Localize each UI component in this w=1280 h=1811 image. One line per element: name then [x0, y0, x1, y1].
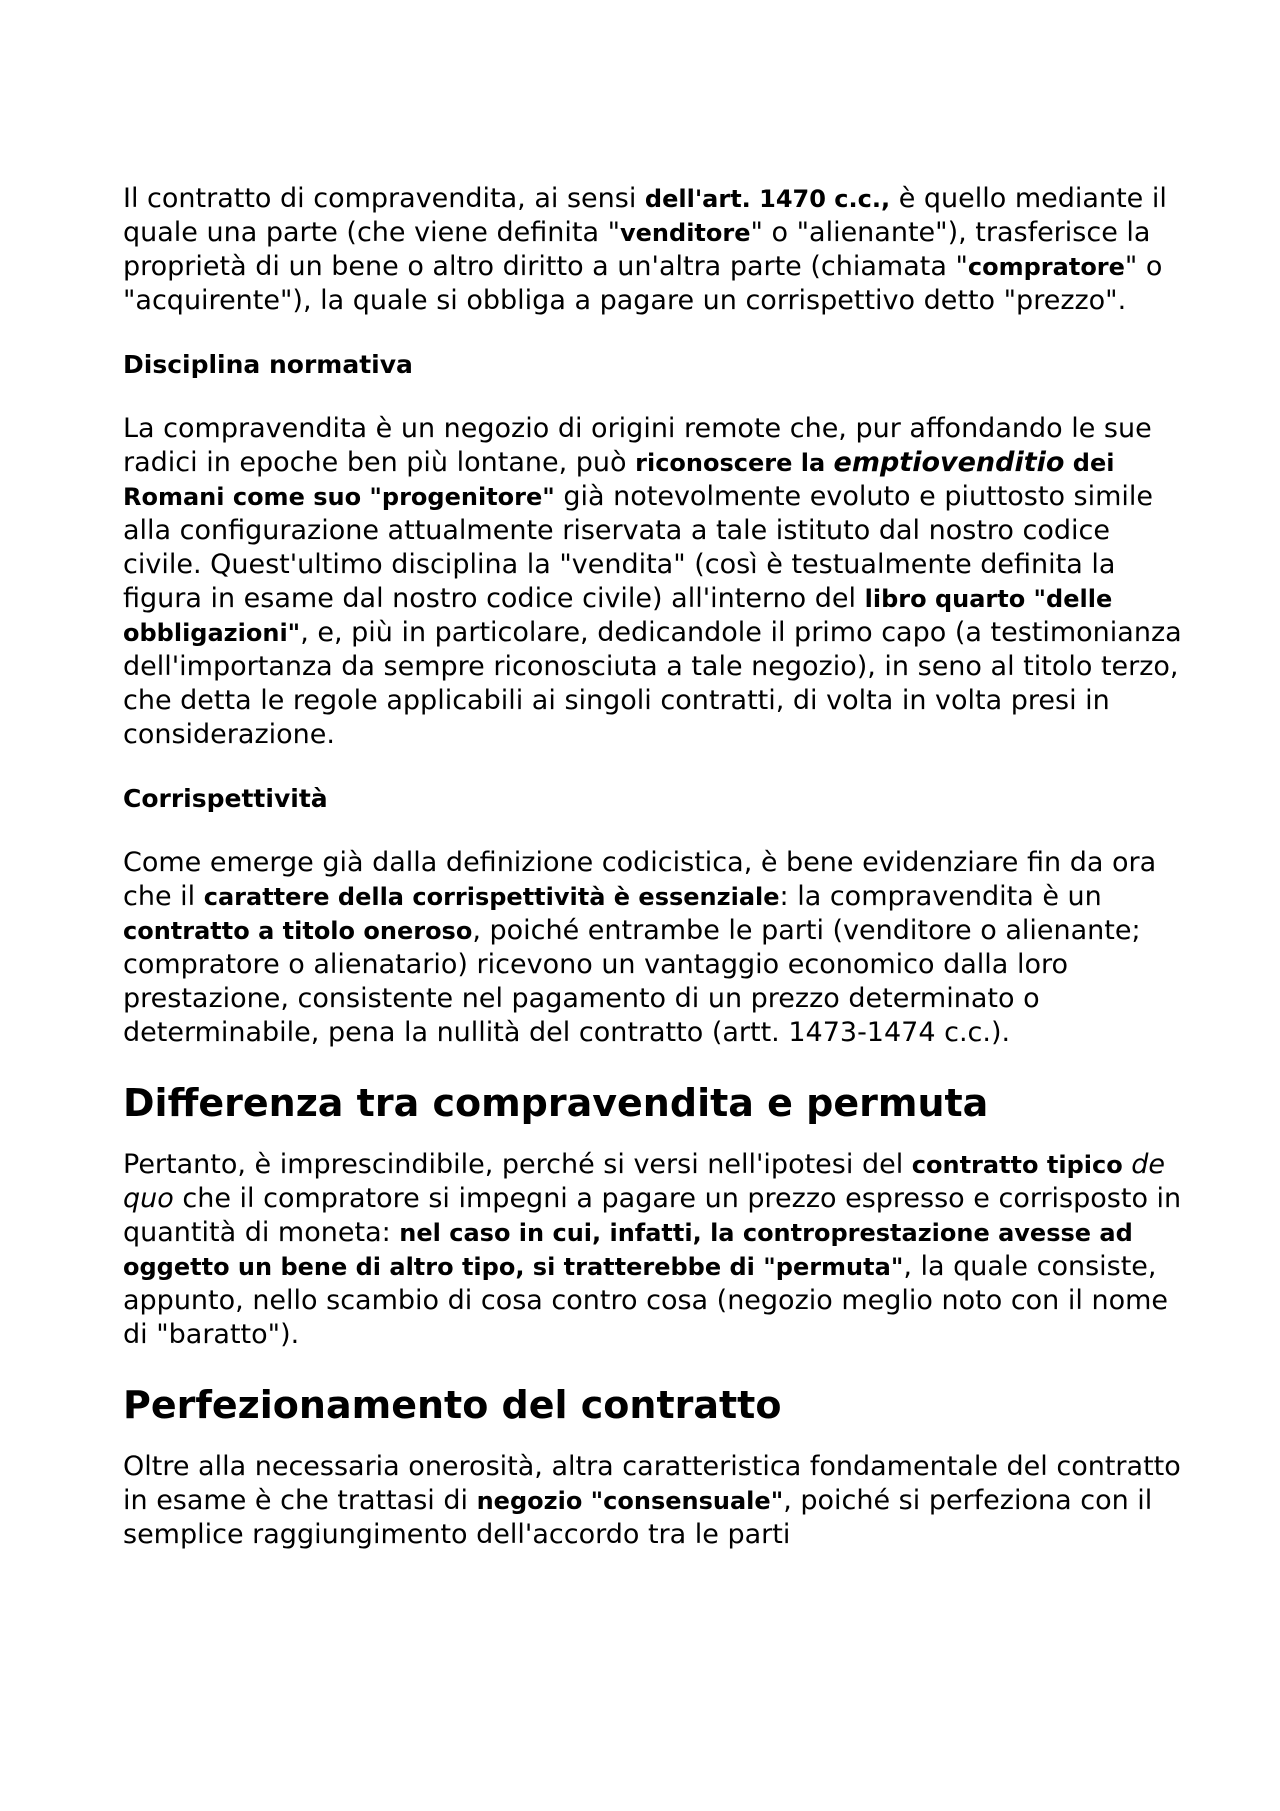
text-run: Pertanto, è imprescindibile, perché si versi nell'ipotesi del [123, 1149, 912, 1180]
text-run: " o "acquirente"), la quale si obbliga a pagare un corrispettivo detto "prezzo". [123, 251, 1163, 316]
document-page [123, 182, 1183, 1582]
text-run: : la compravendita è un [779, 881, 1102, 912]
bold-italic-text: emptiovenditio [833, 447, 1065, 478]
italic-text: de quo [123, 1149, 1166, 1214]
text-run: , e, più in particolare, dedicandole il primo capo (a testimonianza dell'importanza da sempre riconosciuta a tale negozio), in seno al titolo terzo, che detta le regole applicabili ai singoli contratti, di volta in volta presi in considerazione. [123, 617, 1182, 750]
paragraph-perfezionamento [123, 1450, 1183, 1552]
text-run: , poiché entrambe le parti (venditore o alienante; compratore o alienatario) ricevono un vantaggio economico dalla loro prestazione, consistente nel pagamento di un prezzo determinato o determinabile, pena la nullità del contratto (artt. 1473-1474 c.c.). [123, 915, 1141, 1048]
heading-perfezionamento: Perfezionamento del contratto [123, 1383, 782, 1427]
text-run: è quello mediante il quale una parte (che viene definita " [123, 183, 1167, 248]
text-run: " o "alienante"), trasferisce la proprietà di un bene o altro diritto a un'altra parte (chiamata " [123, 217, 1151, 282]
bold-text: libro quarto "delle obbligazioni" [123, 585, 1113, 647]
paragraph-corrispettivita [123, 846, 1183, 1050]
bold-text: dell'art. 1470 c.c., [644, 185, 891, 213]
paragraph-differenza [123, 1148, 1183, 1352]
section-heading-corrispettivita: Corrispettività [123, 784, 328, 813]
bold-text: dei Romani come suo "progenitore" [123, 449, 1115, 511]
text-run: già notevolmente evoluto e piuttosto simile alla configurazione attualmente riservata a tale istituto dal nostro codice civile. Quest'ultimo disciplina la "vendita" (così è testualmente definita la figura in esame dal nostro codice civile) all'interno del [123, 481, 1154, 614]
text-run: Oltre alla necessaria onerosità, altra caratteristica fondamentale del contratto in esame è che trattasi di [123, 1451, 1181, 1516]
bold-text: carattere della corrispettività è essenziale [203, 883, 780, 911]
section-heading-disciplina: Disciplina normativa [123, 350, 413, 379]
heading-differenza: Differenza tra compravendita e permuta [123, 1081, 989, 1125]
text-run: La compravendita è un negozio di origini remote che, pur affondando le sue radici in epoche ben più lontane, può [123, 413, 1152, 478]
bold-text: contratto tipico [911, 1151, 1123, 1179]
bold-text: contratto a titolo oneroso [123, 917, 473, 945]
paragraph-definition [123, 182, 1183, 318]
text-run: Il contratto di compravendita, ai sensi [123, 183, 645, 214]
text-run: , poiché si perfeziona con il semplice raggiungimento dell'accordo tra le parti [123, 1485, 1153, 1550]
bold-text: nel caso in cui, infatti, la controprestazione avesse ad oggetto un bene di altro tipo, si tratterebbe di "permuta" [123, 1219, 1133, 1281]
bold-text: venditore [620, 219, 751, 247]
bold-text: riconoscere la [635, 449, 834, 477]
text-run: , la quale consiste, appunto, nello scambio di cosa contro cosa (negozio meglio noto con il nome di "baratto"). [123, 1251, 1169, 1350]
paragraph-disciplina [123, 412, 1183, 752]
text-run: Come emerge già dalla definizione codicistica, è bene evidenziare fin da ora che il [123, 847, 1157, 912]
bold-text: compratore [967, 253, 1125, 281]
text-run: che il compratore si impegni a pagare un prezzo espresso e corrisposto in quantità di moneta: [123, 1183, 1182, 1248]
bold-text: negozio "consensuale" [476, 1487, 784, 1515]
